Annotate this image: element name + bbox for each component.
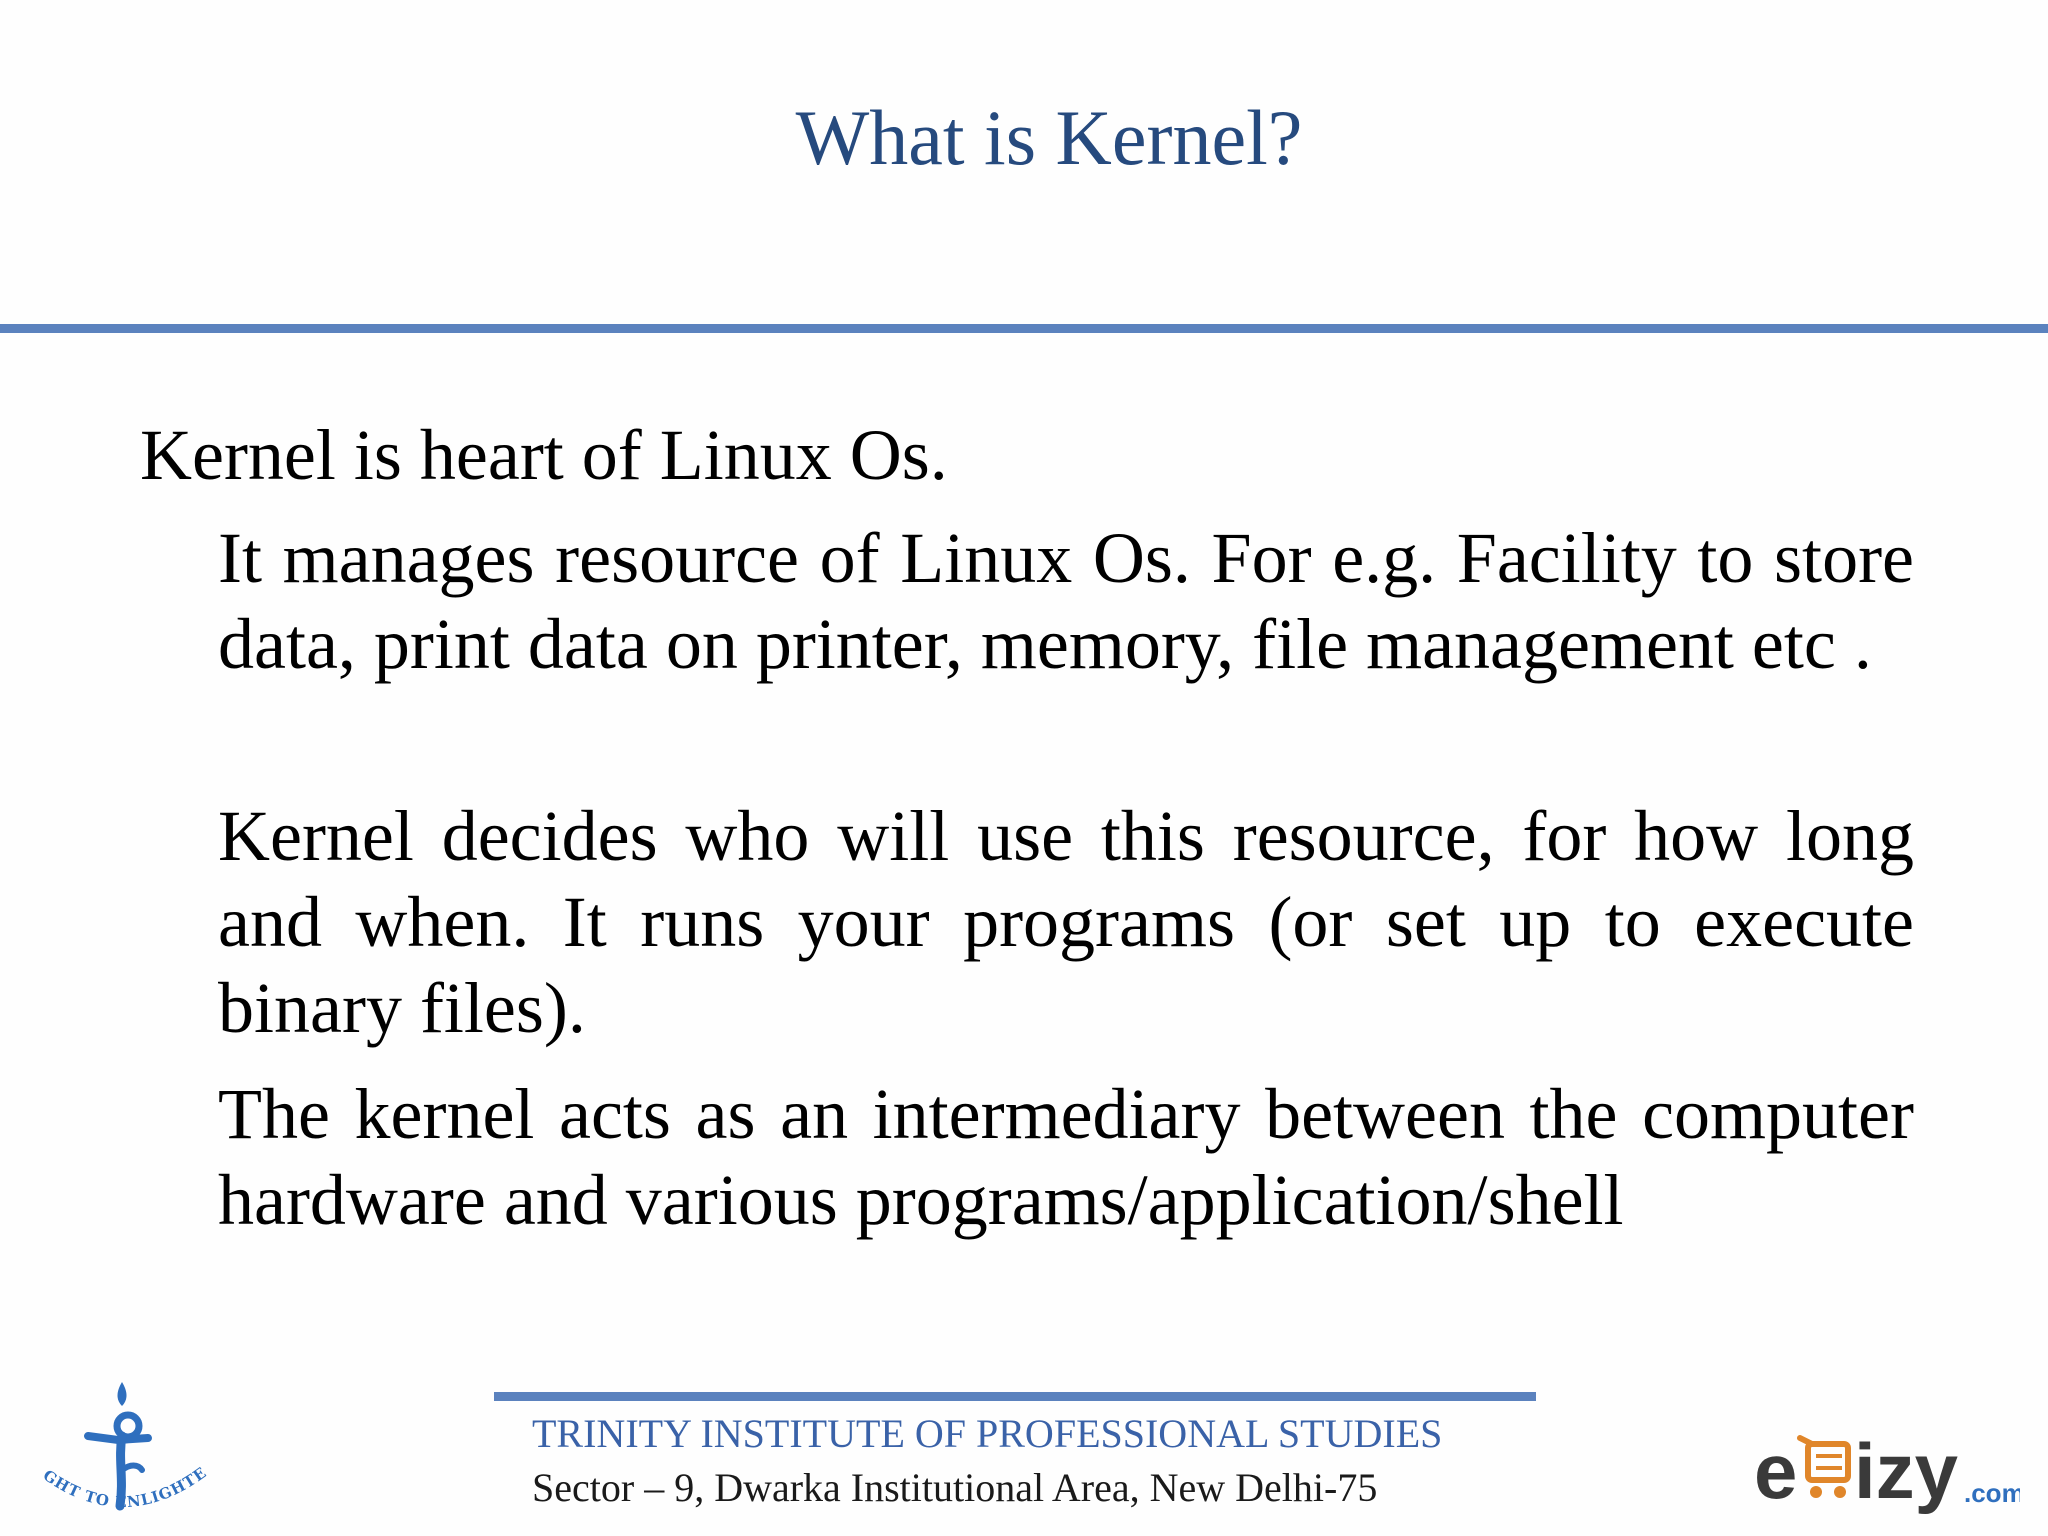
- light-to-enlighten-logo-icon: [30, 1378, 214, 1528]
- bullet-item: Kernel decides who will use this resource, for how long and when. It runs your programs (or set up to execute binary files).: [218, 796, 1914, 1048]
- svg-text:izy: izy: [1854, 1427, 1959, 1515]
- slide-title: What is Kernel?: [795, 94, 1303, 181]
- lead-text: Kernel is heart of Linux Os.: [140, 415, 948, 495]
- cart-icon: [1800, 1438, 1848, 1498]
- institute-logo: [30, 1378, 214, 1528]
- institute-address: Sector – 9, Dwarka Institutional Area, New Delhi-75: [532, 1465, 1378, 1510]
- logo-motto: GHT TO ENLIGHTE: [39, 1463, 211, 1512]
- svg-text:e: e: [1754, 1427, 1798, 1515]
- bullet-item: It manages resource of Linux Os. For e.g. Facility to store data, print data on printer, memory, file management etc .: [218, 518, 1914, 684]
- institute-name: TRINITY INSTITUTE OF PROFESSIONAL STUDIES: [532, 1411, 1443, 1456]
- eizy-logo: [1750, 1420, 2020, 1520]
- svg-text:.com: .com: [1964, 1478, 2020, 1508]
- footer-divider: [494, 1392, 1536, 1401]
- bullet-item: The kernel acts as an intermediary between the computer hardware and various programs/application/shell: [218, 1074, 1914, 1240]
- eizy-logo-icon: [1750, 1420, 2020, 1520]
